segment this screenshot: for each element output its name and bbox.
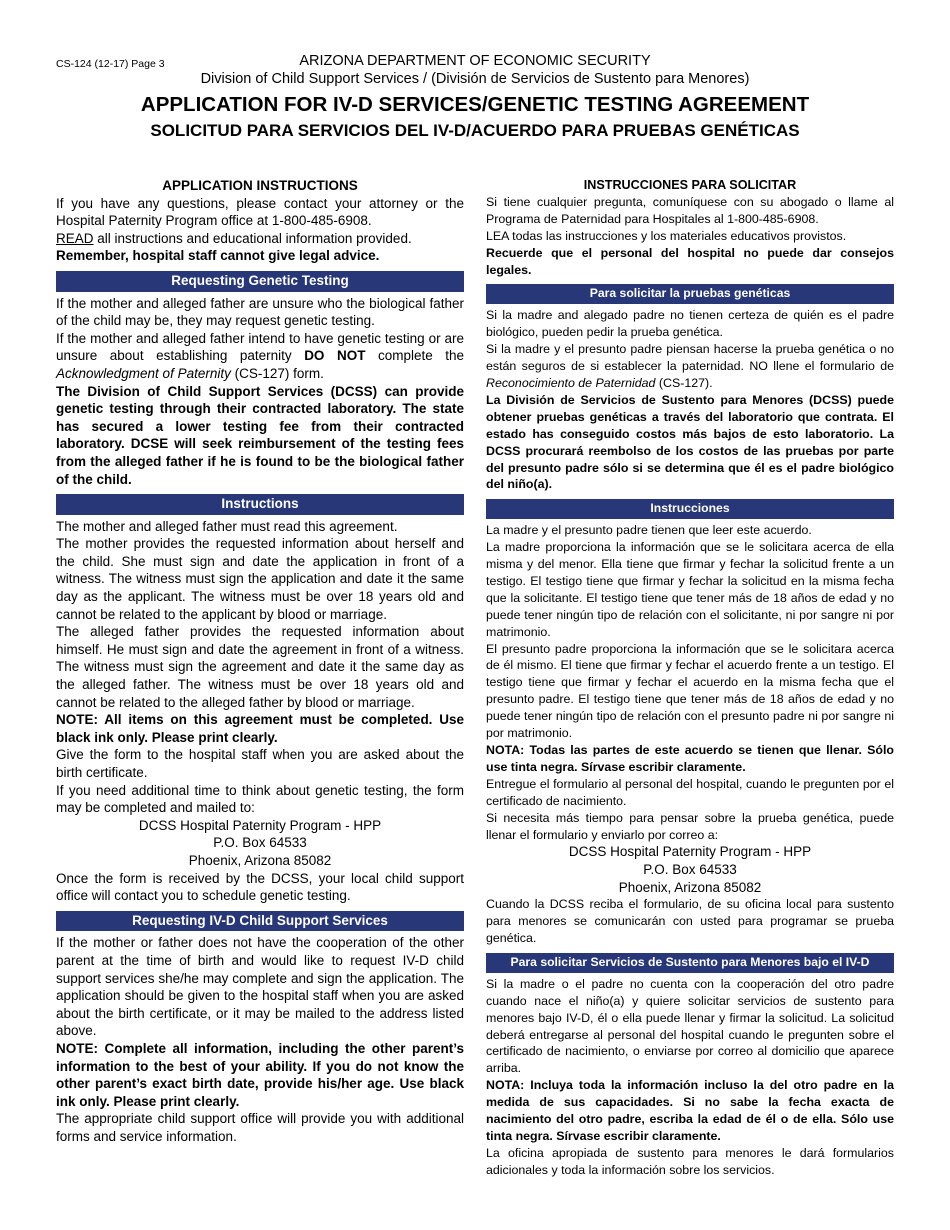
es-addr-line-1: DCSS Hospital Paternity Program - HPP <box>568 844 812 860</box>
en-ivd-note: NOTE: Complete all information, including the other parent’s information to the best of your ability. If you do not know the other parent’s exact birth date, provide his/her age. Use black ink only. Please print clearly. <box>56 1040 464 1109</box>
form-code: CS-124 (12-17) Page 3 <box>56 58 165 70</box>
es-addr-line-2: P.O. Box 64533 <box>643 862 737 878</box>
es-genetic-heading: Para solicitar la pruebas genéticas <box>486 284 894 304</box>
en-genetic-p2-do-not: DO NOT <box>304 348 366 364</box>
en-instr-p6: Once the form is received by the DCSS, your local child support office will contact you to schedule genetic testing. <box>56 870 464 904</box>
en-genetic-p2 <box>56 330 464 383</box>
en-genetic-heading: Requesting Genetic Testing <box>56 271 464 292</box>
en-genetic-p2-e: (CS-127) form. <box>230 365 324 381</box>
es-genetic-p2-a: Si la madre y el presunto padre piensan hacerse la prueba genética o no están seguros de si establecer la paternidad. NO llene el formulario de <box>486 342 894 374</box>
en-instructions-heading: Instructions <box>56 494 464 515</box>
es-genetic-p1: Si la madre and alegado padre no tienen certeza de quién es el padre biológico, pueden pedir la prueba genética. <box>486 308 894 340</box>
en-instr-p2: The mother provides the requested information about herself and the child. She must sign and date the application in front of a witness. The witness must sign the application and date it the same day as the applicant. The witness must be over 18 years old and cannot be related to the applicant by blood or marriage. <box>56 536 464 622</box>
es-ivd-heading: Para solicitar Servicios de Sustento para Menores bajo el IV-D <box>486 953 894 973</box>
en-addr-line-2: P.O. Box 64533 <box>213 835 307 851</box>
en-instr-p3: The alleged father provides the requested information about himself. He must sign and date the agreement in front of a witness. The witness must sign the agreement and date it the same day as the alleged father. The witness must be over 18 years old and cannot be related to the alleged father by blood or marriage. <box>56 624 464 710</box>
en-genetic-p2-a: If the mother and alleged father intend to have genetic testing or are unsure about establishing paternity <box>56 330 464 364</box>
title-spanish: SOLICITUD PARA SERVICIOS DEL IV-D/ACUERDO PARA PRUEBAS GENÉTICAS <box>150 121 800 140</box>
en-instr-p1: The mother and alleged father must read this agreement. <box>56 518 398 534</box>
en-addr-line-1: DCSS Hospital Paternity Program - HPP <box>138 817 382 833</box>
spanish-column <box>486 177 894 1179</box>
es-genetic-p2 <box>486 341 894 392</box>
es-instr-p1: La madre y el presunto padre tienen que leer este acuerdo. <box>486 523 812 538</box>
en-intro: If you have any questions, please contact your attorney or the Hospital Paternity Program office at 1-800-485-6908. <box>56 195 464 229</box>
es-instr-p2: La madre proporciona la información que se le solicitara acerca de ella misma y del menor. Ella tiene que firmar y fechar la solicitud frente a un testigo. El testigo tiene que firmar y fechar la solicitud en la misma fecha que la solicitante. El testigo tiene que tener más de 18 años de edad y no puede tener ningún tipo de relación con el solicitante, ni por sangre ni por matrimonio. <box>486 540 894 639</box>
en-instr-note: NOTE: All items on this agreement must be completed. Use black ink only. Please print clearly. <box>56 712 464 745</box>
es-instr-p5: Si necesita más tiempo para pensar sobre la prueba genética, puede llenar el formulario y enviarlo por correo a: <box>486 810 894 842</box>
es-instructions-heading: Instrucciones <box>486 499 894 519</box>
en-mailing-address <box>56 817 464 870</box>
en-addr-line-3: Phoenix, Arizona 85082 <box>188 852 332 868</box>
es-instr-p6: Cuando la DCSS reciba el formulario, de su oficina local para sustento para menores se comunicarán con usted para programar se prueba genética. <box>486 897 894 946</box>
en-genetic-p2-form-name: Acknowledgment of Paternity <box>56 365 231 381</box>
en-genetic-p2-c: complete the <box>365 348 465 364</box>
es-intro: Si tiene cualquier pregunta, comuníquese con su abogado o llame al Programa de Paternidad para Hospitales al 1-800-485-6908. <box>486 194 894 226</box>
en-ivd-p2: The appropriate child support office will provide you with additional forms and service information. <box>56 1111 464 1144</box>
en-read-rest: all instructions and educational information provided. <box>93 230 412 246</box>
es-ivd-p2: La oficina apropiada de sustento para menores le dará formularios adicionales y toda la información sobre los servicios. <box>486 1145 894 1177</box>
en-ivd-heading: Requesting IV-D Child Support Services <box>56 911 464 932</box>
agency-name: ARIZONA DEPARTMENT OF ECONOMIC SECURITY <box>299 53 651 69</box>
es-genetic-p2-form-name: Reconocimiento de Paternidad <box>486 375 656 390</box>
document-header <box>0 53 950 142</box>
title-english: APPLICATION FOR IV-D SERVICES/GENETIC TESTING AGREEMENT <box>140 93 810 116</box>
en-remember: Remember, hospital staff cannot give legal advice. <box>56 248 380 264</box>
es-remember: Recuerde que el personal del hospital no puede dar consejos legales. <box>486 245 894 277</box>
division-name: Division of Child Support Services / (División de Servicios de Sustento para Menores) <box>200 71 750 87</box>
en-instr-p4: Give the form to the hospital staff when you are asked about the birth certificate. <box>56 747 464 780</box>
es-ivd-p1: Si la madre o el padre no cuenta con la cooperación del otro padre cuando nace el niño(a) y quiere solicitar servicios de sustento para menores bajo IV-D, él o ella puede llenar y firmar la solicitud. La solicitud deberá entregarse al personal del hospital cuando le pregunten sobre el certificado de nacimiento, o enviarse por correo al domicilio que aparece arriba. <box>486 976 894 1076</box>
es-genetic-p2-c: (CS-127). <box>655 375 713 390</box>
es-instr-p3: El presunto padre proporciona la información que se le solicitara acerca de él mismo. El tiene que firmar y fechar el acuerdo frente a un testigo. El testigo tiene que firmar y fechar el acuerdo en la misma fecha que el presunto padre. El testigo tiene que tener más de 18 años de edad y no puede tener ningún tipo de relación con el presunto padre ni por sangre ni por matrimonio. <box>486 641 894 741</box>
en-read-word: READ <box>56 230 94 246</box>
es-instructions-title: INSTRUCCIONES PARA SOLICITAR <box>583 178 797 192</box>
es-addr-line-3: Phoenix, Arizona 85082 <box>618 879 762 895</box>
en-genetic-p3: The Division of Child Support Services (DCSS) can provide genetic testing through their contracted laboratory. The state has secured a lower testing fee from their contracted laboratory. DCSE will seek reimbursement of the testing fees from the alleged father if he is found to be the biological father of the child. <box>56 383 464 487</box>
es-read-line: LEA todas las instrucciones y los materiales educativos provistos. <box>486 228 847 243</box>
es-genetic-p3: La División de Servicios de Sustento para Menores (DCSS) puede obtener pruebas genéticas a través del laboratorio que contrata. El estado has conseguido costos más bajos de esto laboratorio. La DCSS procurará reembolso de los costos de las pruebas por parte del presunto padre sólo si se determina que él es el padre biológico del niño(a). <box>486 392 894 492</box>
en-genetic-p1: If the mother and alleged father are unsure who the biological father of the child may be, they may request genetic testing. <box>56 295 464 329</box>
en-instr-p5: If you need additional time to think about genetic testing, the form may be completed and mailed to: <box>56 782 464 816</box>
es-instr-note: NOTA: Todas las partes de este acuerdo se tienen que llenar. Sólo use tinta negra. Sírvase escribir claramente. <box>486 743 894 774</box>
english-column <box>56 177 464 1145</box>
es-mailing-address <box>486 843 894 896</box>
en-read-line <box>56 230 464 248</box>
en-ivd-p1: If the mother or father does not have the cooperation of the other parent at the time of birth and would like to request IV-D child support services she/he may complete and sign the application. The application should be given to the hospital staff when you are asked about the birth certificate, or it may be mailed to the address listed above. <box>56 935 464 1039</box>
en-instructions-title: APPLICATION INSTRUCTIONS <box>162 178 358 193</box>
es-ivd-note: NOTA: Incluya toda la información incluso la del otro padre en la medida de sus capacidades. Si no sabe la fecha exacta de nacimiento del otro padre, escriba la edad de él o de ella. Sólo use tinta negra. Sírvase escribir claramente. <box>486 1078 894 1143</box>
es-instr-p4: Entregue el formulario al personal del hospital, cuando le pregunten por el certificado de nacimiento. <box>486 776 894 808</box>
